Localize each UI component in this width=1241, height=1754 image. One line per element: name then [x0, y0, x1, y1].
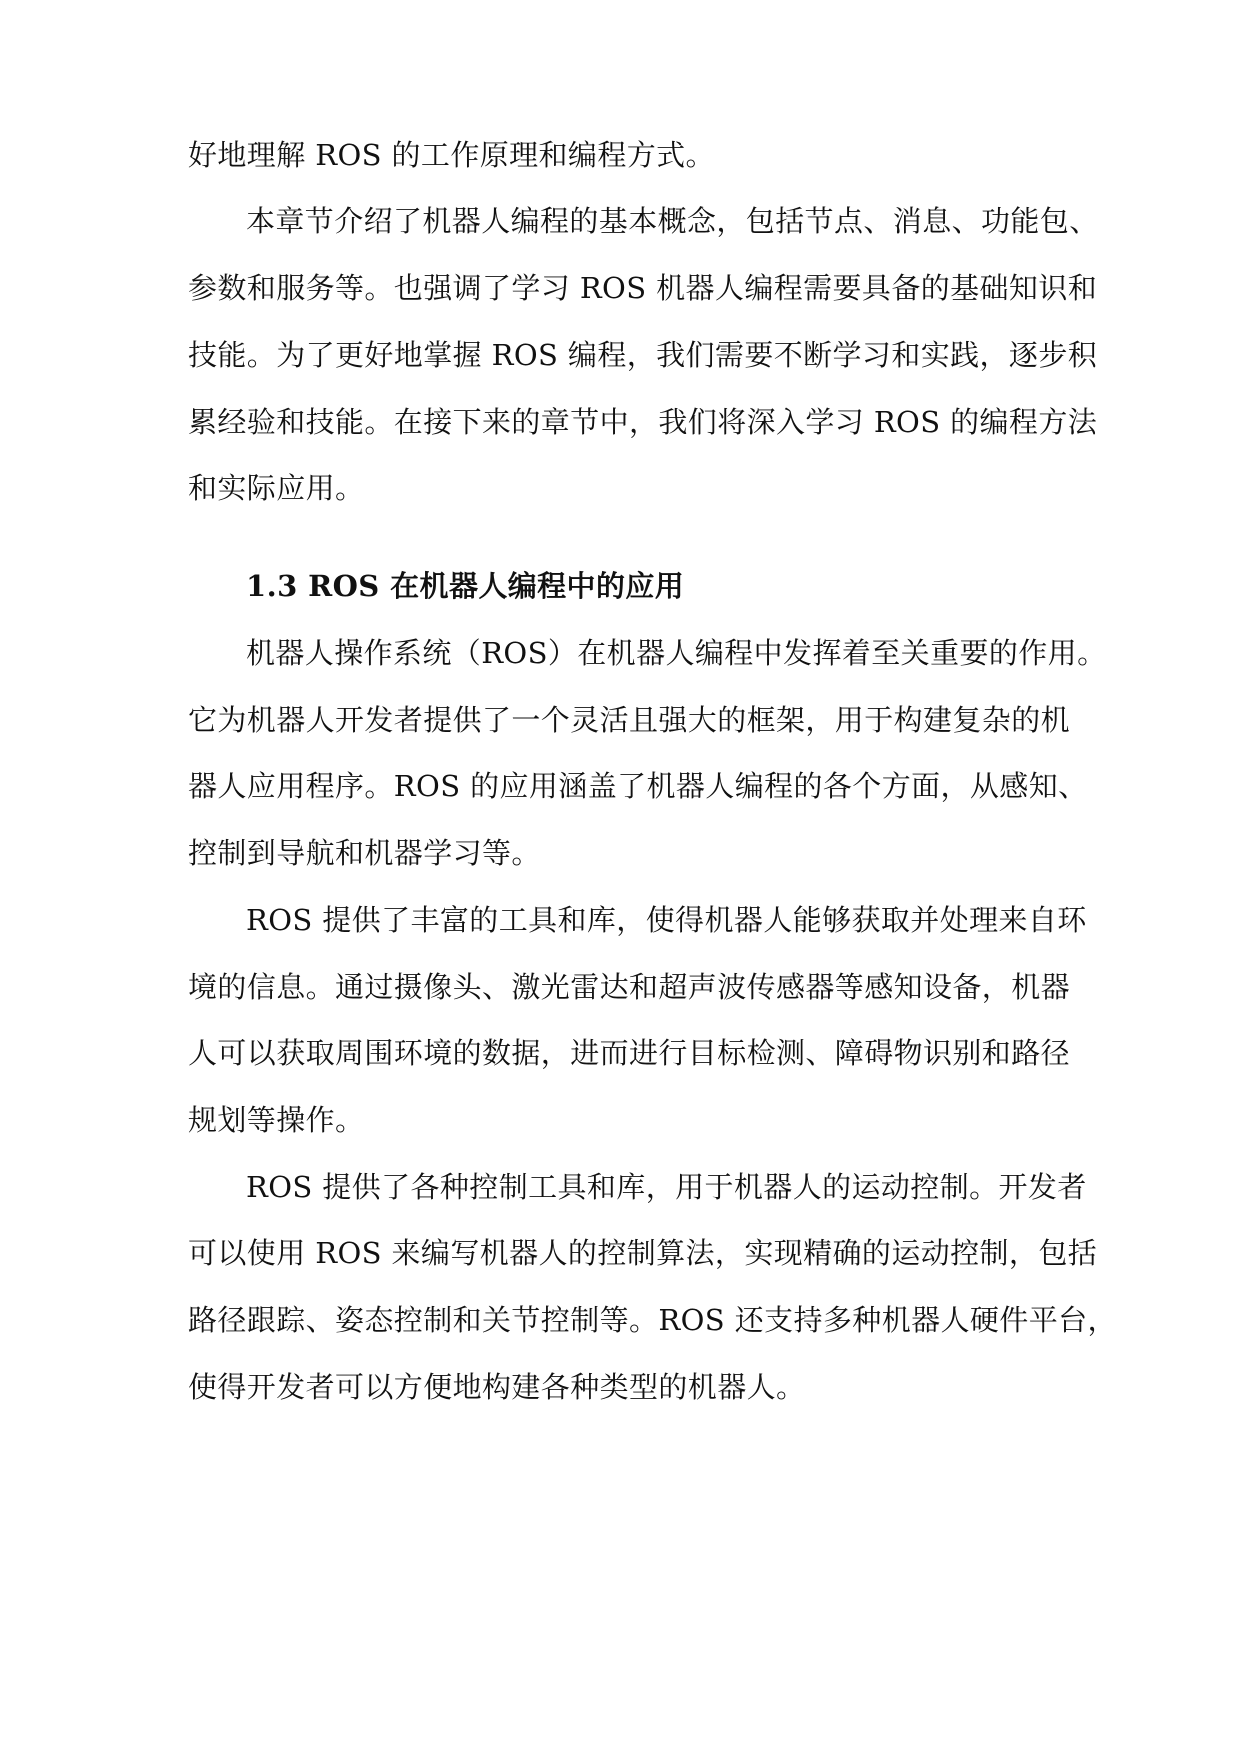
text-line-4: 技能。为了更好地掌握 ROS 编程，我们需要不断学习和实践，逐步积: [188, 338, 1098, 372]
text-line-14: 规划等操作。: [188, 1103, 365, 1137]
text-line-6: 和实际应用。: [188, 471, 365, 505]
text-line-1: 好地理解 ROS 的工作原理和编程方式。: [188, 138, 715, 172]
text-line-15: ROS 提供了各种控制工具和库，用于机器人的运动控制。开发者: [246, 1170, 1087, 1204]
text-line-2: 本章节介绍了机器人编程的基本概念，包括节点、消息、功能包、: [246, 204, 1099, 238]
text-line-5: 累经验和技能。在接下来的章节中，我们将深入学习 ROS 的编程方法: [188, 405, 1098, 439]
text-line-13: 人可以获取周围环境的数据，进而进行目标检测、障碍物识别和路径: [188, 1036, 1071, 1070]
text-line-3: 参数和服务等。也强调了学习 ROS 机器人编程需要具备的基础知识和: [188, 271, 1098, 305]
text-line-10: 控制到导航和机器学习等。: [188, 836, 541, 870]
text-line-9: 器人应用程序。ROS 的应用涵盖了机器人编程的各个方面，从感知、: [188, 769, 1088, 803]
text-line-17: 路径跟踪、姿态控制和关节控制等。ROS 还支持多种机器人硬件平台，: [188, 1303, 1117, 1337]
section-heading: 1.3 ROS 在机器人编程中的应用: [246, 569, 685, 603]
text-line-8: 它为机器人开发者提供了一个灵活且强大的框架，用于构建复杂的机: [188, 703, 1071, 737]
text-line-18: 使得开发者可以方便地构建各种类型的机器人。: [188, 1370, 806, 1404]
text-line-11: ROS 提供了丰富的工具和库，使得机器人能够获取并处理来自环: [246, 903, 1087, 937]
text-line-16: 可以使用 ROS 来编写机器人的控制算法，实现精确的运动控制，包括: [188, 1236, 1098, 1270]
text-line-7: 机器人操作系统（ROS）在机器人编程中发挥着至关重要的作用。: [246, 636, 1107, 670]
text-line-12: 境的信息。通过摄像头、激光雷达和超声波传感器等感知设备，机器: [188, 970, 1071, 1004]
